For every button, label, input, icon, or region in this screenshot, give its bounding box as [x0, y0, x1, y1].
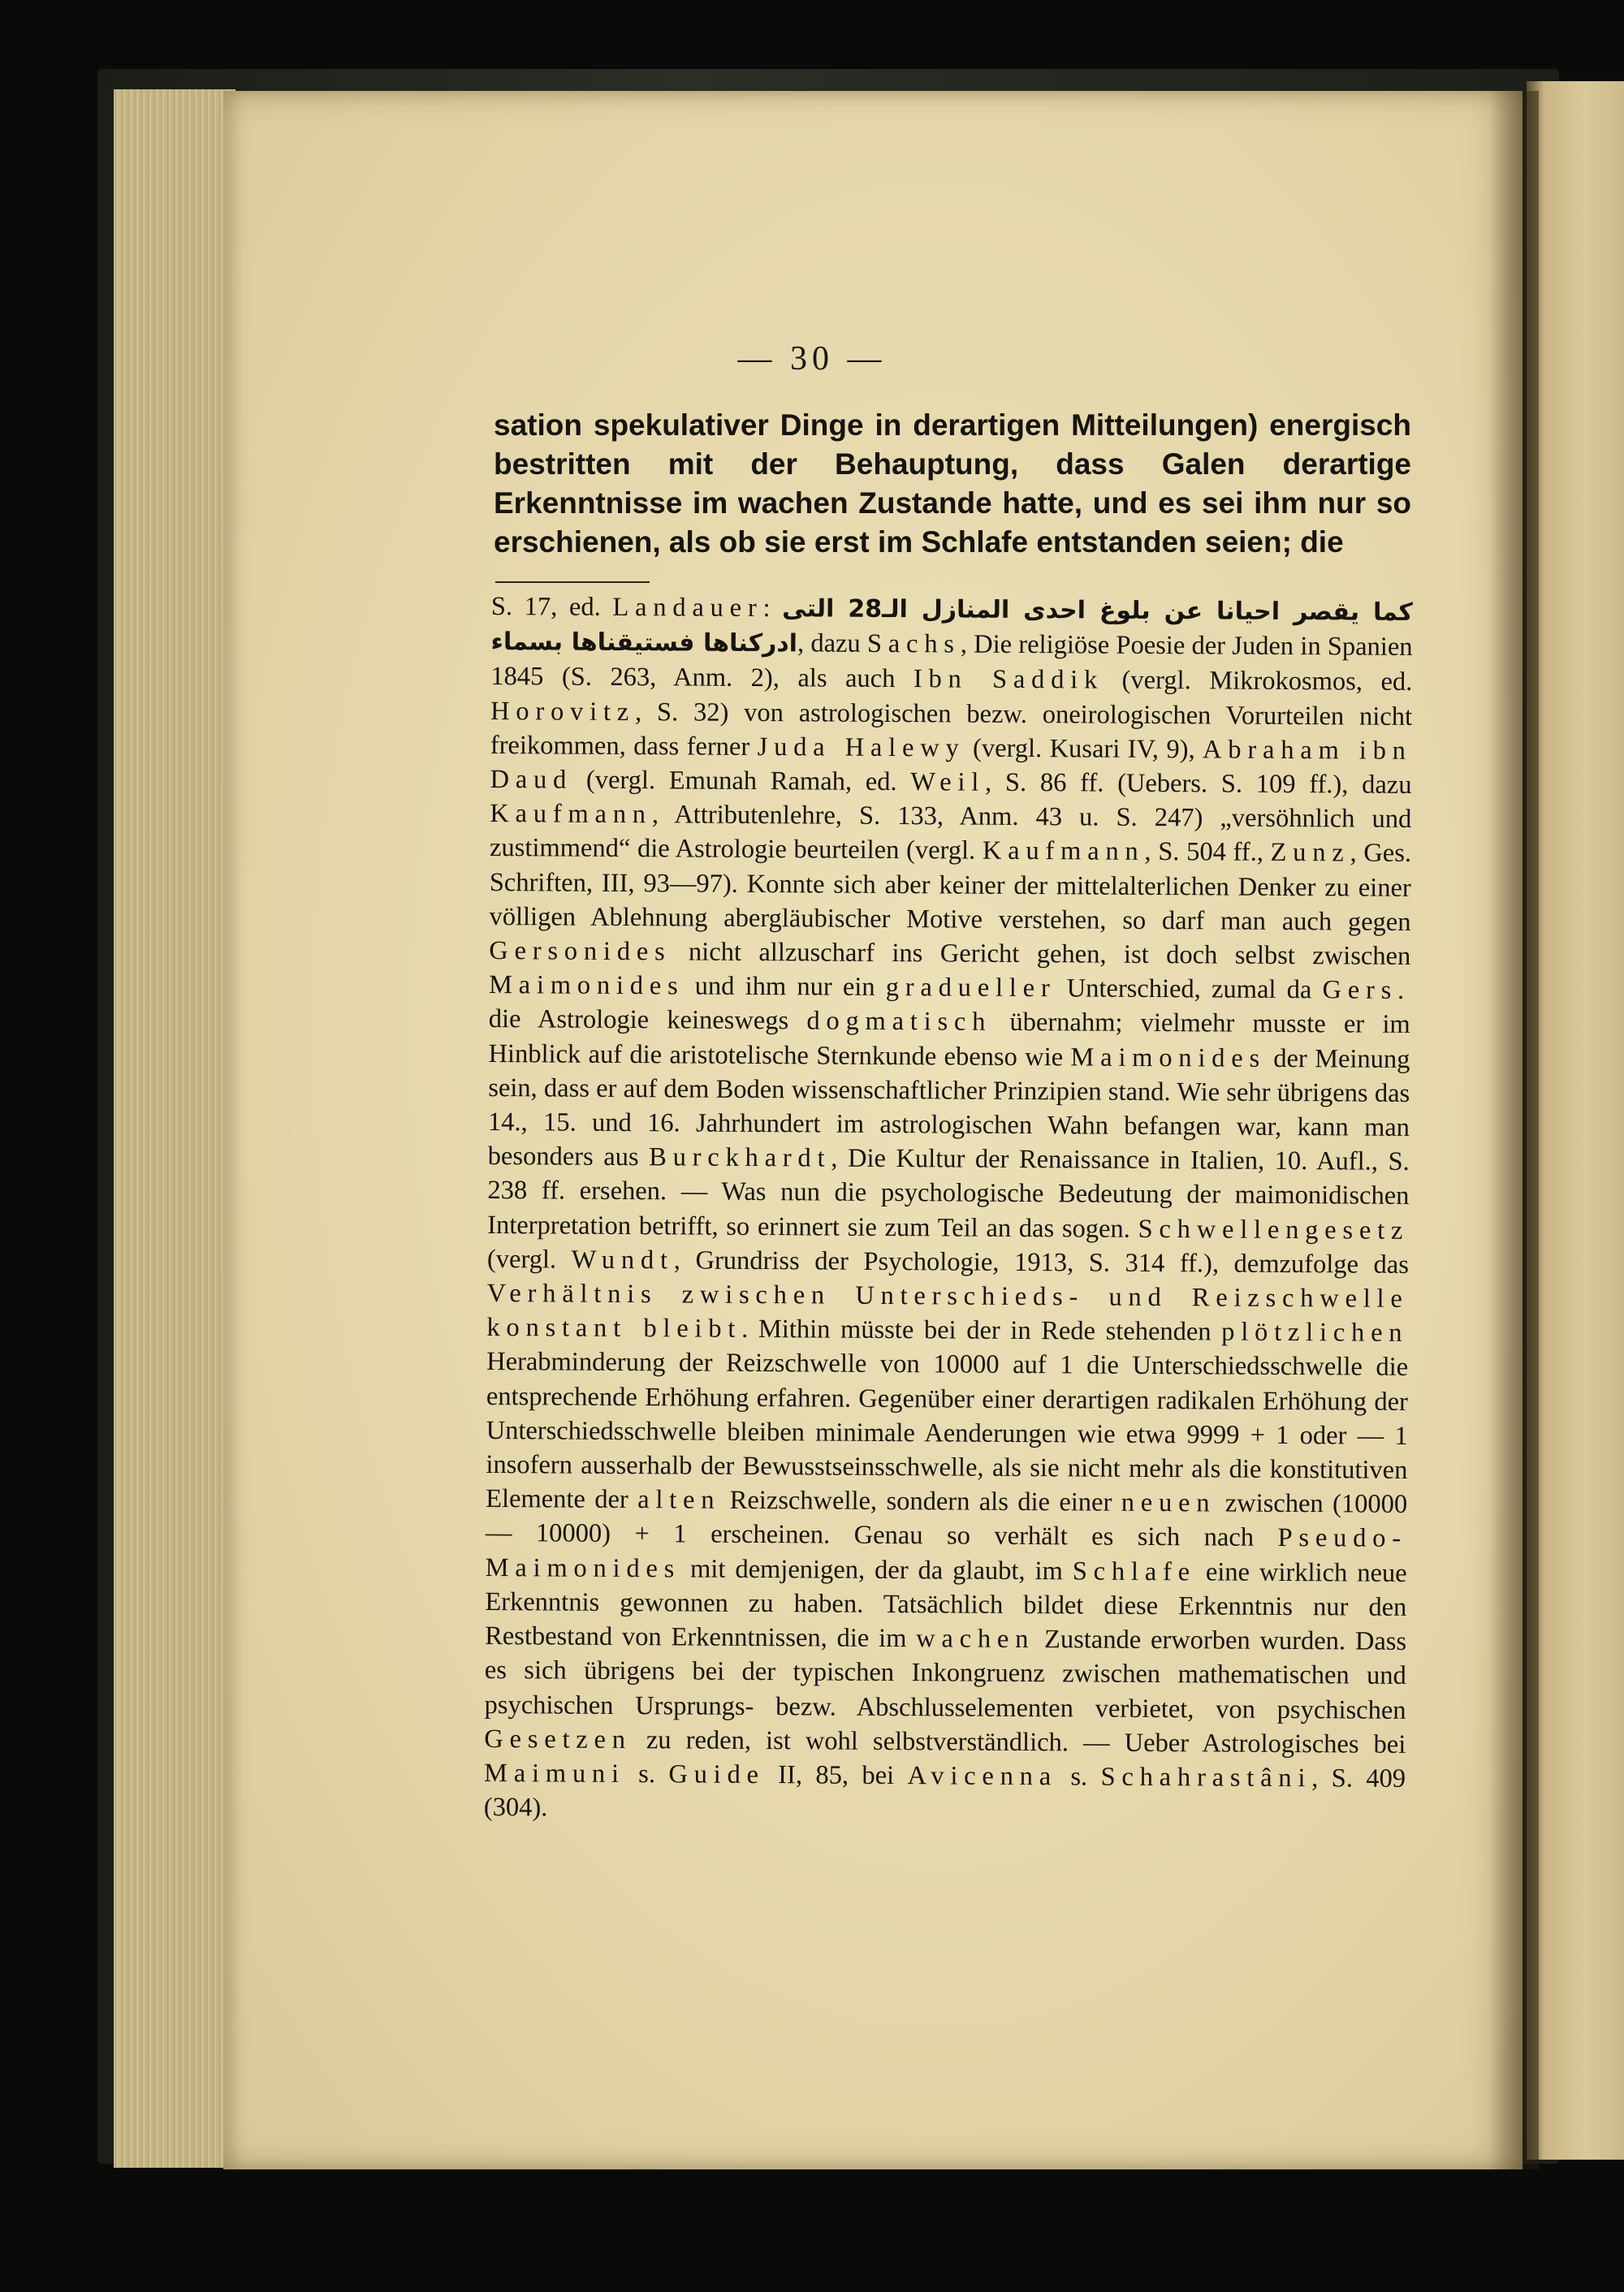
emphasis-text: dogmatisch — [806, 1006, 992, 1038]
emphasis-text: Verhältnis zwischen Unterschieds- und Reizschwelle konstant bleibt — [486, 1279, 1409, 1345]
footnote-text: zu reden, ist wohl selbstverständlich. — Ueber Astrologisches bei — [631, 1724, 1406, 1759]
footnote-text: , S. 86 ff. (Uebers. S. 109 ff.), dazu — [985, 767, 1412, 800]
author-name: Juda Halewy — [757, 732, 965, 763]
footnote-text: zwischen (10000 — 10000) + 1 erscheinen. Genau so verhält es sich nach — [485, 1488, 1408, 1553]
footnote-text: , S. 32) von astrologischen bezw. oneirologischen Vorurteilen nicht freikommen, dass ferner — [490, 697, 1413, 762]
main-paragraph: sation spekulativer Dinge in derartigen Mitteilungen) energisch bestritten mit der Behauptung, dass Galen derartige Erkenntnisse im wachen Zustande hatte, und es sei ihm nur so erschienen, als ob sie erst im Schlafe entstanden seien; die — [494, 408, 1411, 559]
footnote-text: S. 17, ed. — [490, 591, 613, 622]
gutter-shadow — [1490, 91, 1539, 2169]
footnote-text: Reizschwelle, sondern als die einer — [720, 1486, 1121, 1518]
author-name: Ibn Saddik — [913, 664, 1104, 696]
footnote-text: Herabminderung der Reizschwelle von 10000 auf 1 die Unterschiedsschwelle die entsprechende Erhöhung erfahren. Gegenüber einer derartigen radikalen Erhöhung der Unterschiedsschwelle bleiben minimale Aenderungen wie etwa 9999 + 1 oder — 1 insofern ausserhalb der Bewusstseinsschwelle, als sie nicht mehr als die konstitutiven Elemente der — [486, 1347, 1409, 1515]
footnote-text: , S. 504 ff., — [1144, 837, 1271, 868]
book-title: Guide — [668, 1759, 765, 1789]
author-name: Gersonides — [489, 936, 672, 967]
emphasis-text: neuen — [1121, 1488, 1216, 1518]
footnote-text: (vergl. — [486, 1244, 572, 1275]
author-name: Zunz — [1270, 838, 1350, 868]
footnote-text: II, 85, bei — [764, 1759, 908, 1791]
author-name: Burckhardt — [649, 1142, 831, 1173]
author-name: Kaufmann — [490, 799, 652, 830]
footnote-rule — [495, 581, 650, 583]
author-name: Landauer — [612, 592, 763, 624]
page-edges — [114, 89, 235, 2168]
footnote-text: eine wirklich neue Erkenntnis gewonnen zu haben. Tatsächlich bildet diese Erkenntnis nur den Restbestand von Erkenntnissen, die im — [485, 1557, 1407, 1654]
author-name: Maimonides — [488, 970, 685, 1001]
footnote-text: übernahm; vielmehr musste er im Hinblick auf die aristotelische Sternkunde ebenso wie — [488, 1008, 1410, 1073]
emphasis-text: wachen — [916, 1624, 1035, 1655]
author-name: Sachs — [866, 629, 961, 659]
emphasis-text: gradueller — [885, 973, 1056, 1004]
author-name: Maimonides — [1070, 1042, 1267, 1073]
footnote-text: und ihm nur ein — [684, 971, 886, 1003]
footnote-text: , Die Kultur der Renaissance in Italien, 10. Aufl., S. 238 ff. ersehen. — Was nun die psychologische Bedeutung der maimonidischen Interpretation betrifft, so erinnert sie zum Teil an das sogen. — [487, 1143, 1410, 1244]
footnote-text: , Grundriss der Psychologie, 1913, S. 314 ff.), demzufolge das — [673, 1245, 1410, 1280]
facing-page-edge — [1527, 81, 1624, 2160]
author-name: Abraham ibn Daud — [490, 735, 1412, 795]
author-name: Wundt — [571, 1245, 674, 1275]
footnote-text: (vergl. Emunah Ramah, ed. — [572, 765, 911, 797]
author-name: Horovitz — [490, 696, 636, 727]
footnote-text: (vergl. Kusari IV, 9), — [965, 733, 1203, 765]
footnote-text: , Die religiöse Poesie der Juden in Spanien 1845 (S. 263, Anm. 2), als auch — [490, 629, 1413, 694]
footnote-text: , Ges. Schriften, III, 93—97). Konnte sich aber keiner der mittelalterlichen Denker zu einer völligen Ablehnung abergläubischer Motive verstehen, so darf man auch gegen — [489, 838, 1412, 937]
author-name: Gers. — [1322, 975, 1411, 1006]
emphasis-text: alten — [637, 1485, 721, 1516]
author-name: Schahrastâni — [1100, 1762, 1312, 1793]
footnote-text: Zustande erworben wurden. Dass es sich übrigens bei der typischen Inkongruenz zwischen mathematischen und psychischen Ursprungs- bezw. Abschlusselementen verbietet, von psychischen — [484, 1625, 1407, 1725]
footnote-text: nicht allzuscharf ins Gericht gehen, ist doch selbst zwischen — [671, 937, 1411, 971]
emphasis-text: Schwellengesetz — [1138, 1214, 1410, 1245]
emphasis-text: Schlafe — [1072, 1556, 1197, 1587]
footnote — [484, 589, 1413, 1830]
footnote-text: , Attributenlehre, S. 133, Anm. 43 u. S. 247) „versöhnlich und zustimmend“ die Astrologie beurteilen (vergl. — [489, 800, 1412, 866]
arabic-quote: كما يقصر احيانا عن بلوغ احدى المنازل الـ28 التى — [782, 594, 1413, 627]
footnote-text: . Mithin müsste bei der in Rede stehenden — [741, 1314, 1222, 1347]
footnote-text: s. — [624, 1759, 669, 1789]
footnote-text: , S. 409 (304). — [483, 1763, 1406, 1823]
author-name: Kaufmann — [982, 836, 1145, 867]
emphasis-text: plötzlichen — [1221, 1317, 1409, 1349]
arabic-quote: ادركناها فستيقناها بسماء — [490, 628, 798, 658]
footnote-text: mit demjenigen, der da glaubt, im — [680, 1554, 1073, 1586]
footnote-text: , dazu — [797, 628, 868, 659]
page-number: — 30 — — [737, 340, 887, 378]
emphasis-text: Gesetzen — [484, 1724, 632, 1755]
author-name: Weil — [910, 767, 986, 797]
footnote-text: (vergl. Mikrokosmos, ed. — [1103, 666, 1413, 697]
author-name: Maimuni — [483, 1758, 625, 1789]
footnote-text: s. — [1056, 1762, 1101, 1792]
author-name: Avicenna — [907, 1761, 1058, 1792]
footnote-text: Unterschied, zumal da — [1056, 973, 1323, 1005]
footnote-text: der Meinung sein, dass er auf dem Boden wissenschaftlicher Prinzipien stand. Wie sehr übrigens das 14., 15. und 16. Jahrhundert im astrologischen Wahn befangen war, kann man besonders aus — [487, 1043, 1410, 1172]
author-name: Pseudo-Maimonides — [485, 1523, 1407, 1584]
footnote-text: die Astrologie keineswegs — [488, 1004, 807, 1036]
footnote-text: : — [762, 594, 783, 624]
